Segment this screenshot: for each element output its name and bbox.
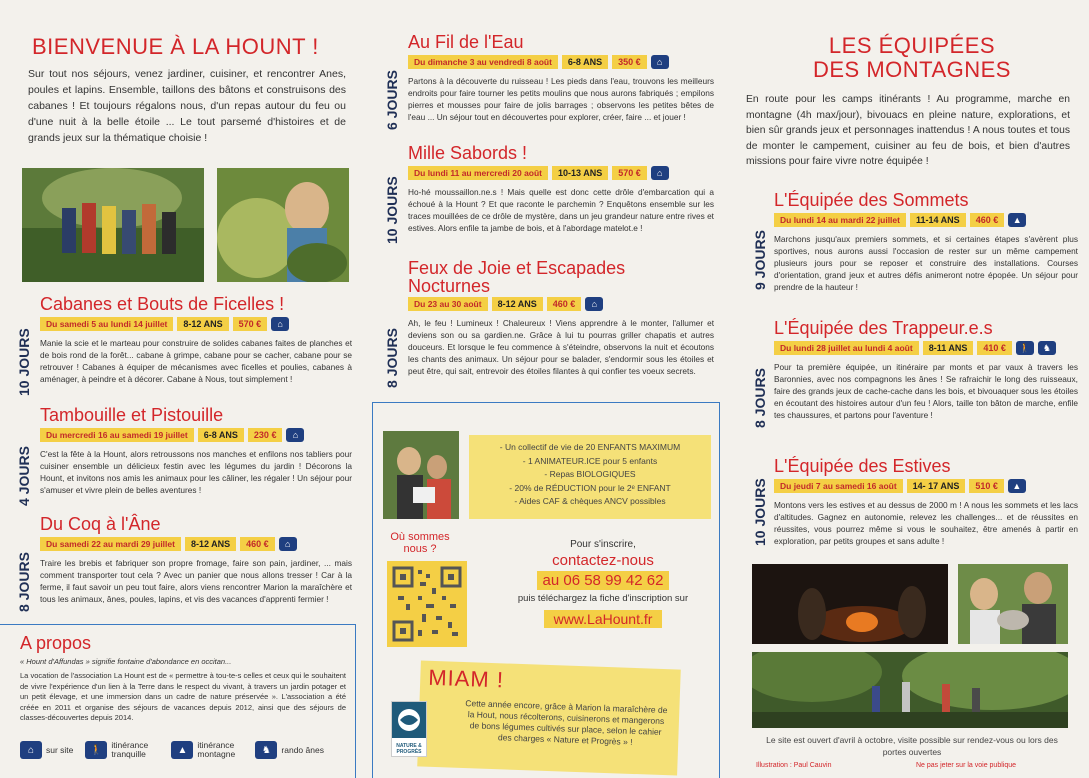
stay-age: 8-12 ANS [177,317,228,331]
stay-title: L'Équipée des Estives [774,456,951,476]
legend-item: 🚶 itinérance tranquille [85,741,159,759]
stay-description: C'est la fête à la Hount, alors retroussons nos manches et enfilons nos tabliers pour cuisiner ensemble un délicieux festin avec les légumes du jardin ! Décorons la Hount, et invitons nos amis les animaux pour les câliner, les régaler ! Un séjour pour s'amuser et vivre plein de belles aventures ! [40,449,352,495]
stay-title: Du Coq à l'Âne [40,514,161,534]
child-in-plants-photo [217,168,349,282]
info-box [372,402,720,778]
stay-price: 510 € [969,479,1004,493]
stay-description: Ah, le feu ! Lumineux ! Chaleureux ! Viens apprendre à le monter, l'allumer et deviens son ou sa gardien.ne. Grâce à lui tu pourras griller chapatis et autres douceurs. Et lorsque le feu commence à s'éteindre, observons la nuit et écoutons les chants des animaux. Un séjour pour se balader, s'endormir sous les étoiles et peut être, qui sait, entrevoir des étoiles filantes à qui confier tes voeux secrets. [408,318,714,376]
stay-date: Du lundi 28 juillet au lundi 4 août [774,341,919,355]
stay-card-coq-ane [40,514,352,605]
nature-progres-logo: NATURE & PROGRÈS [391,701,427,757]
mountains-title: LES ÉQUIPÉES DES MONTAGNES [812,33,1011,82]
campfire-photo [752,564,948,644]
donkey-icon: ♞ [255,741,277,759]
icon-legend [20,741,324,759]
contact-block [493,539,713,629]
stay-duration: 8 JOURS [384,328,400,388]
miam-note [417,660,681,775]
stay-title: Cabanes et Bouts de Ficelles ! [40,294,285,314]
stay-card-tambouille [40,405,352,496]
house-icon: ⌂ [286,428,304,442]
stay-description: Manie la scie et le marteau pour construire de solides cabanes faites de planches et de bois rond de la forêt... cabane à grimpe, cabane pour se cacher, cabane pour se retrouver ! Cabanes à équiper de mécanismes avec ficelles et poulies, cabanes à aménager, à peindre et à décorer. Cabane à Nous, tout simplement ! [40,338,352,384]
stay-card-estives [774,456,1078,547]
stay-age: 10-13 ANS [552,166,608,180]
house-icon: ⌂ [585,297,603,311]
stay-duration: 9 JOURS [752,230,768,290]
forest-walk-photo [752,652,1068,728]
stay-card-feux-de-joie [408,259,714,377]
miam-title: MIAM ! [427,664,505,693]
welcome-title: BIENVENUE À LA HOUNT ! [32,34,319,59]
stay-date: Du samedi 22 au mardi 29 juillet [40,537,181,551]
contact-heading: contactez-nous [552,552,654,569]
stay-price: 460 € [240,537,275,551]
stay-price: 570 € [233,317,268,331]
fact-item: - Un collectif de vie de 20 ENFANTS MAXIMUM [499,442,681,452]
mountain-hiker-icon: ▲ [171,741,193,759]
stay-title: Mille Sabords ! [408,143,528,163]
opening-info: Le site est ouvert d'avril à octobre, visite possible sur rendez-vous ou lors des portes ouvertes [766,735,1058,757]
welcome-text: Sur tout nos séjours, venez jardiner, cuisiner, et rencontrer Anes, poules et lapins. Ensemble, taillons des bâtons et construisons des cabanes ! Et toujours régalons nous, d'un repas autour du feu ou d'une nuit à la belle étoile ... Le tout parsemé d'histoires et de grands jeux sur la thématique choisie ! [28,68,346,144]
stay-price: 350 € [612,55,647,69]
fact-item: - 20% de RÉDUCTION pour le 2ᵉ ENFANT [509,482,671,493]
hiker-icon: 🚶 [1016,341,1034,355]
house-icon: ⌂ [279,537,297,551]
stay-duration: 6 JOURS [384,70,400,130]
stay-price: 460 € [547,297,582,311]
house-icon: ⌂ [20,741,42,759]
stay-title: Feux de Joie et Escapades Nocturnes [408,258,626,296]
stay-age: 8-11 ANS [923,341,974,355]
fact-item: - 1 ANIMATEUR.ICE pour 5 enfants [522,455,658,466]
register-label: Pour s'inscrire, [570,539,636,550]
stay-duration: 8 JOURS [16,552,32,612]
stay-age: 11-14 ANS [910,213,966,227]
illustration-credit: Illustration : Paul Cauvin [756,762,832,769]
stay-date: Du dimanche 3 au vendredi 8 août [408,55,558,69]
stay-description: Traire les brebis et fabriquer son propre fromage, faire son pain, jardiner, ... mais comment transporter tout cela ? Avec un panier que nous allons tresser ! Car à la ferme, il faut savoir un peu tout faire, alors viens rencontrer Marion la maraîchère et tous les animaux, ânes, poules, lapins, et vis des vacances d'apprenti fermier ! [40,558,352,604]
stay-date: Du lundi 11 au mercredi 20 août [408,166,548,180]
about-origin: « Hount d'Affundas » signifie fontaine d'abondance en occitan... [20,657,232,666]
website-link[interactable]: www.LaHount.fr [544,610,663,628]
stay-price: 460 € [970,213,1005,227]
stay-description: Marchons jusqu'aux premiers sommets, et si certaines étapes s'avèrent plus sportives, nous aurons aussi l'occasion de rester sur un même campement plusieurs jours pour se reposer et construire des installations. Courses d'orientation, grand jeux et autres défis animeront notre épopée. Un séjour pour prendre de la hauteur ! [774,234,1078,292]
children-with-rabbit-photo [958,564,1068,644]
donkey-icon: ♞ [1038,341,1056,355]
stay-age: 6-8 ANS [198,428,244,442]
stay-date: Du jeudi 7 au samedi 16 août [774,479,903,493]
right-column [726,0,1089,778]
hiker-icon: 🚶 [85,741,107,759]
legend-item: ▲ itinérance montagne [171,741,243,759]
fact-item: - Repas BIOLOGIQUES [544,469,636,479]
children-reading-photo [383,431,459,519]
house-icon: ⌂ [651,166,669,180]
stay-price: 230 € [248,428,283,442]
stay-duration: 10 JOURS [384,176,400,244]
stay-card-fil-eau [408,32,714,123]
stay-description: Partons à la découverte du ruisseau ! Les pieds dans l'eau, trouvons les meilleurs endroits pour faire tourner les petits moulins que nous aurons fabriqués ; empilons pierres et mousses pour faire de jolis barrages ; observons les petites bêtes de l'eau ... Un séjour tout en découvertes pour explorer, créer, faire ... et jouer ! [408,76,714,122]
stay-age: 6-8 ANS [562,55,608,69]
stay-card-sommets [774,190,1078,293]
key-facts-note [469,435,711,519]
mountain-hiker-icon: ▲ [1008,479,1026,493]
where-label: Où sommes nous ? [390,531,450,555]
stay-description: Montons vers les estives et au dessus de 2000 m ! A nous les sommets et les lacs d'altitudes. Gagnez en autonomie, relevez les challenges... et de réussites en réussites, vous pourrez même si vous le souhaitez, être amenés à partir en exploration, par petits groupes et sans adulte ! [774,500,1078,546]
stay-age: 8-12 ANS [492,297,543,311]
stay-title: Tambouille et Pistouille [40,405,224,425]
stay-title: L'Équipée des Trappeur.e.s [774,318,993,338]
stay-card-mille-sabords [408,143,714,234]
legend-item: ⌂ sur site [20,741,73,759]
stay-date: Du samedi 5 au lundi 14 juillet [40,317,173,331]
stay-card-cabanes [40,294,352,385]
stay-duration: 4 JOURS [16,446,32,506]
mountains-text: En route pour les camps itinérants ! Au programme, marche en montagne (4h max/jour), bivouacs en pleine nature, explorations, et bien sûr grands jeux et personnages inattendus ! A nous toutes et tous de monter le campement, cuisiner au feu de bois, et bien d'autres missions pour faire vivre notre équipée ! [746,94,1070,167]
about-title: A propos [20,633,92,653]
about-section [0,624,356,778]
children-group-photo [22,168,204,282]
about-text: La vocation de l'association La Hount est de « permettre à tou-te-s celles et ceux qui le souhaitent de vivre l'expérience d'un lien à la Terre dans le respect du vivant, à travers un jardin potager et un petit élevage, et une immersion dans un cadre de nature préservée ». L'association a été créée en 2011 et organise des séjours de vacances depuis 2012, ainsi que des séjours de classes-découvertes depuis 2014. [20,671,346,722]
mountain-hiker-icon: ▲ [1008,213,1026,227]
stay-description: Ho-hé moussaillon.ne.s ! Mais quelle est donc cette drôle d'embarcation qui a échoué à la Hount ? Et que raconte le parchemin ? Enquêtons ensemble sur les traces mouillées de ce drôle de mystère, dans un jeu grandeur nature entre rives et estives. Alors enfile ta jambe de bois, et à l'abordage matelot.e ! [408,187,714,233]
stay-age: 14- 17 ANS [907,479,966,493]
stay-duration: 10 JOURS [16,328,32,396]
disposal-notice: Ne pas jeter sur la voie publique [916,762,1017,769]
legend-item: ♞ rando ânes [255,741,324,759]
stay-price: 570 € [612,166,647,180]
stay-age: 8-12 ANS [185,537,236,551]
stay-price: 410 € [977,341,1012,355]
qr-code[interactable] [387,561,467,647]
stay-date: Du mercredi 16 au samedi 19 juillet [40,428,194,442]
stay-duration: 8 JOURS [752,368,768,428]
left-column [0,0,362,778]
fact-item: - Aides CAF & chèques ANCV possibles [514,496,666,506]
house-icon: ⌂ [271,317,289,331]
stay-title: Au Fil de l'Eau [408,32,524,52]
miam-text: Cette année encore, grâce à Marion la maraîchère de la Hout, nous récolterons, cuisinerons et mangerons de bons légumes cultivés sur place, selon le cahier des charges « Nature et Progrès » ! [465,698,668,747]
download-text: puis téléchargez la fiche d'inscription sur [517,593,689,604]
phone-number[interactable]: au 06 58 99 42 62 [537,571,670,590]
stay-duration: 10 JOURS [752,478,768,546]
house-icon: ⌂ [651,55,669,69]
stay-date: Du 23 au 30 août [408,297,488,311]
stay-title: L'Équipée des Sommets [774,190,969,210]
stay-card-trappeurs [774,318,1078,421]
stay-description: Pour ta première équipée, un itinéraire par monts et par vaux à travers les Baronnies, avec nos compagnons les ânes ! Se rafraichir le long des ruisseaux, faire des grands jeux de cache-cache dans les bois, et bivouaquer sous les étoiles en écoutant des histoires autour d'un feu ! Alors, taille ton bâton de marche, enfile tes chaussures, et partons pour l'aventure ! [774,362,1078,420]
stay-date: Du lundi 14 au mardi 22 juillet [774,213,906,227]
